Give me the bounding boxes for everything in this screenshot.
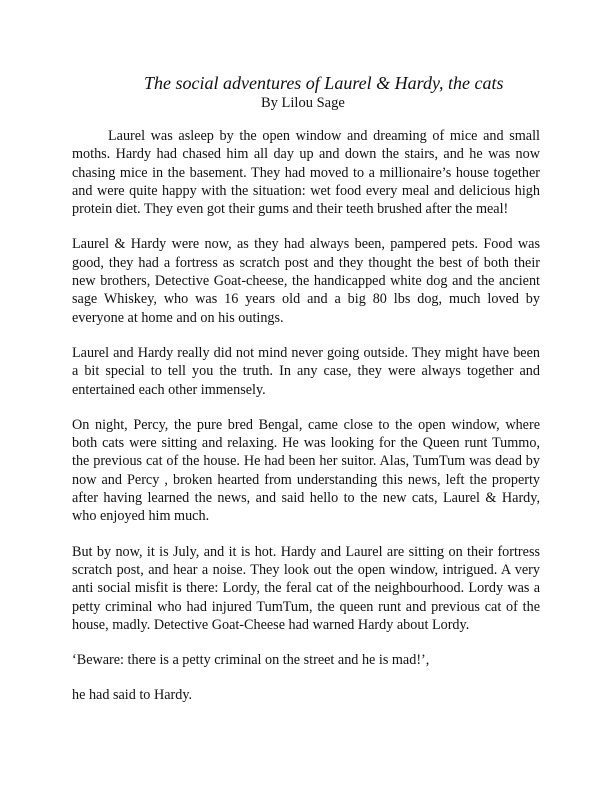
paragraph-4: On night, Percy, the pure bred Bengal, came close to the open window, where both cats were sitting and relaxing. He was looking for the Queen runt Tummo, the previous cat of the house. He had been her suitor. Alas, TumTum was dead by now and Percy , broken hearted from understanding this news, left the property after having learned the news, and said hello to the new cats, Laurel & Hardy, who enjoyed him much. [72, 416, 540, 525]
document-body [72, 127, 540, 722]
paragraph-1: Laurel was asleep by the open window and dreaming of mice and small moths. Hardy had chased him all day up and down the stairs, and he was now chasing mice in the basement. They had moved to a millionaire’s house together and were quite happy with the situation: wet food every meal and delicious high protein diet. They even got their gums and their teeth brushed after the meal! [72, 128, 540, 218]
document-byline: By Lilou Sage [261, 95, 345, 111]
paragraph-6-quote: ‘Beware: there is a petty criminal on the street and he is mad!’, [72, 652, 430, 669]
document-title: The social adventures of Laurel & Hardy, the cats [144, 73, 504, 93]
paragraph-3: Laurel and Hardy really did not mind never going outside. They might have been a bit special to tell you the truth. In any case, they were always together and entertained each other immensely. [72, 344, 540, 398]
paragraph-5: But by now, it is July, and it is hot. Hardy and Laurel are sitting on their fortress scratch post, and hear a noise. They look out the open window, intrigued. A very anti social misfit is there: Lordy, the feral cat of the neighbourhood. Lordy was a petty criminal who had injured TumTum, the queen runt and previous cat of the house, madly. Detective Goat-Cheese had warned Hardy about Lordy. [72, 543, 540, 633]
paragraph-2: Laurel & Hardy were now, as they had always been, pampered pets. Food was good, they had a fortress as scratch post and they thought the best of both their new brothers, Detective Goat-cheese, the handicapped white dog and the ancient sage Whiskey, who was 16 years old and a big 80 lbs dog, much loved by everyone at home and on his outings. [72, 236, 540, 326]
paragraph-7: he had said to Hardy. [72, 687, 193, 704]
